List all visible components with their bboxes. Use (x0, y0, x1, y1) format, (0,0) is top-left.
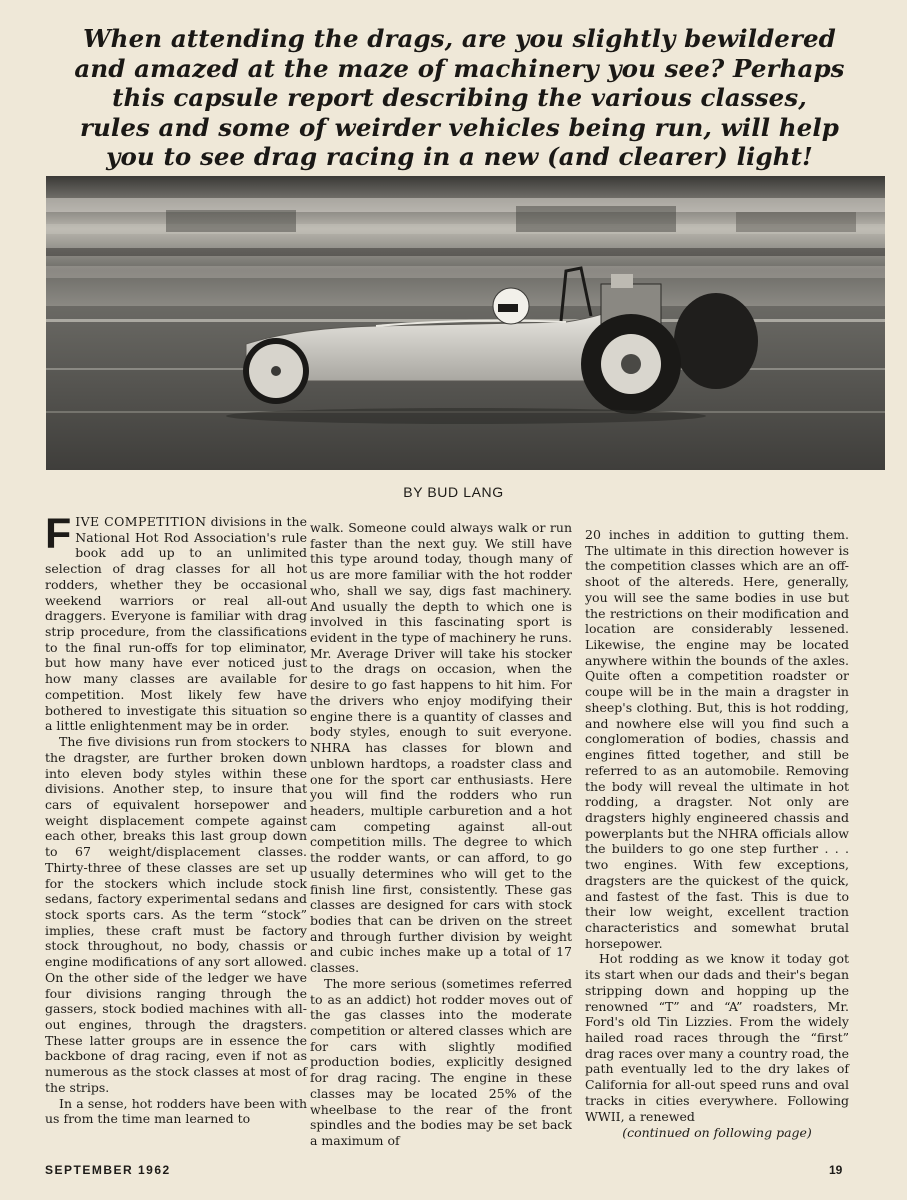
paragraph: Hot rodding as we know it today got its start when our dads and their's began stripping down and hopping up the renowned “T” and “A” roadsters, Mr. Ford's old Tin Lizzies. From the widely hailed road races through the “first” drag races over many a country road, the path eventually led to the dry lakes of California for all-out speed runs and oval tracks in cities everywhere. Following WWII, a renewed (585, 951, 849, 1124)
lead-in: IVE COMPETITION (75, 514, 207, 529)
intro-blurb (52, 24, 867, 172)
intro-line: When attending the drags, are you slightly bewildered (83, 24, 836, 53)
article-column-2 (310, 520, 572, 1149)
paragraph (45, 510, 307, 734)
intro-line: rules and some of weirder vehicles being run, will help (80, 112, 839, 142)
issue-date: SEPTEMBER 1962 (45, 1163, 171, 1177)
paragraph: The five divisions run from stockers to the dragster, are further broken down into eleven body styles within these divisions. Another step, to insure that cars of equivalent horsepower and weight displacement compete against each other, breaks this last group down to 67 weight/displacement classes. Thirty-three of these classes are set up for the stockers which include stock sedans, factory experimental sedans and stock sports cars. As the term “stock” implies, these craft must be factory stock throughout, no body, chassis or engine modifications of any sort allowed. On the other side of the ledger we have four divisions ranging through the gassers, stock bodied machines with all-out engines, through the dragsters. These latter groups are in essence the backbone of drag racing, even if not as numerous as the stock classes at most of the strips. (45, 734, 307, 1095)
intro-line: you to see drag racing in a new (and clearer) light! (106, 142, 813, 171)
dragster-photo (46, 176, 885, 470)
intro-line: and amazed at the maze of machinery you see? Perhaps (74, 53, 845, 83)
page-number: 19 (829, 1163, 843, 1177)
paragraph: The more serious (sometimes referred to as an addict) hot rodder moves out of the gas classes into the moderate competition or altered classes which are for cars with slightly modified production bodies, explicitly designed for drag racing. The engine in these classes may be located 25% of the wheelbase to the rear of the front spindles and the bodies may be set back a maximum of (310, 975, 572, 1149)
article-column-3 (585, 527, 849, 1141)
drop-cap: F (45, 510, 72, 558)
byline: BY BUD LANG (403, 484, 504, 500)
paragraph-text: divisions in the National Hot Rod Association's rule book add up to an unlimited selection of drag classes for all hot rodders, whether they be occasional weekend warriors or real all-out draggers. Everyone is familiar with drag strip procedure, from the classifications to the final run-offs for top eliminator, but how many have ever noticed just how many classes are available for competition. Most likely few have bothered to investigate this situation so a little enlightenment may be in order. (45, 514, 307, 734)
intro-line: this capsule report describing the various classes, (112, 83, 807, 112)
continued-note: (continued on following page) (622, 1125, 812, 1141)
paragraph: walk. Someone could always walk or run faster than the next guy. We still have this type around today, though many of us are more familiar with the hot rodder who, shall we say, digs fast machinery. And usually the depth to which one is involved in this fascinating sport is evident in the type of machinery he runs. Mr. Average Driver will take his stocker to the drags on occasion, when the desire to go fast happens to hit him. For the drivers who enjoy modifying their engine there is a quantity of classes and body styles, enough to suit everyone. NHRA has classes for blown and unblown hardtops, a roadster class and one for the sport car enthusiasts. Here you will find the rodders who run headers, multiple carburetion and a hot cam competing against all-out competition mills. The degree to which the rodder wants, or can afford, to go usually determines who will get to the finish line first, consistently. These gas classes are designed for cars with stock bodies that can be driven on the street and through further division by weight and cubic inches make up a total of 17 classes. (310, 520, 572, 976)
article-column-1 (45, 510, 307, 1127)
paragraph: In a sense, hot rodders have been with us from the time man learned to (45, 1095, 307, 1127)
paragraph: 20 inches in addition to gutting them. The ultimate in this direction however is the competition classes which are an off-shoot of the altereds. Here, generally, you will see the same bodies in use but the restrictions on their modification and location are considerably lessened. Likewise, the engine may be located anywhere within the bounds of the axles. Quite often a competition roadster or coupe will be in the main a dragster in sheep's clothing. But, this is hot rodding, and nowhere else will you find such a conglomeration of bodies, chassis and engines fitted together, and still be referred to as an automobile. Removing the body will reveal the ultimate in hot rodding, a dragster. Not only are dragsters highly engineered chassis and powerplants but the NHRA officials allow the builders to go one step further . . . two engines. With few exceptions, dragsters are the quickest of the quick, and fastest of the fast. This is due to their low weight, excellent traction characteristics and somewhat brutal horsepower. (585, 527, 849, 951)
